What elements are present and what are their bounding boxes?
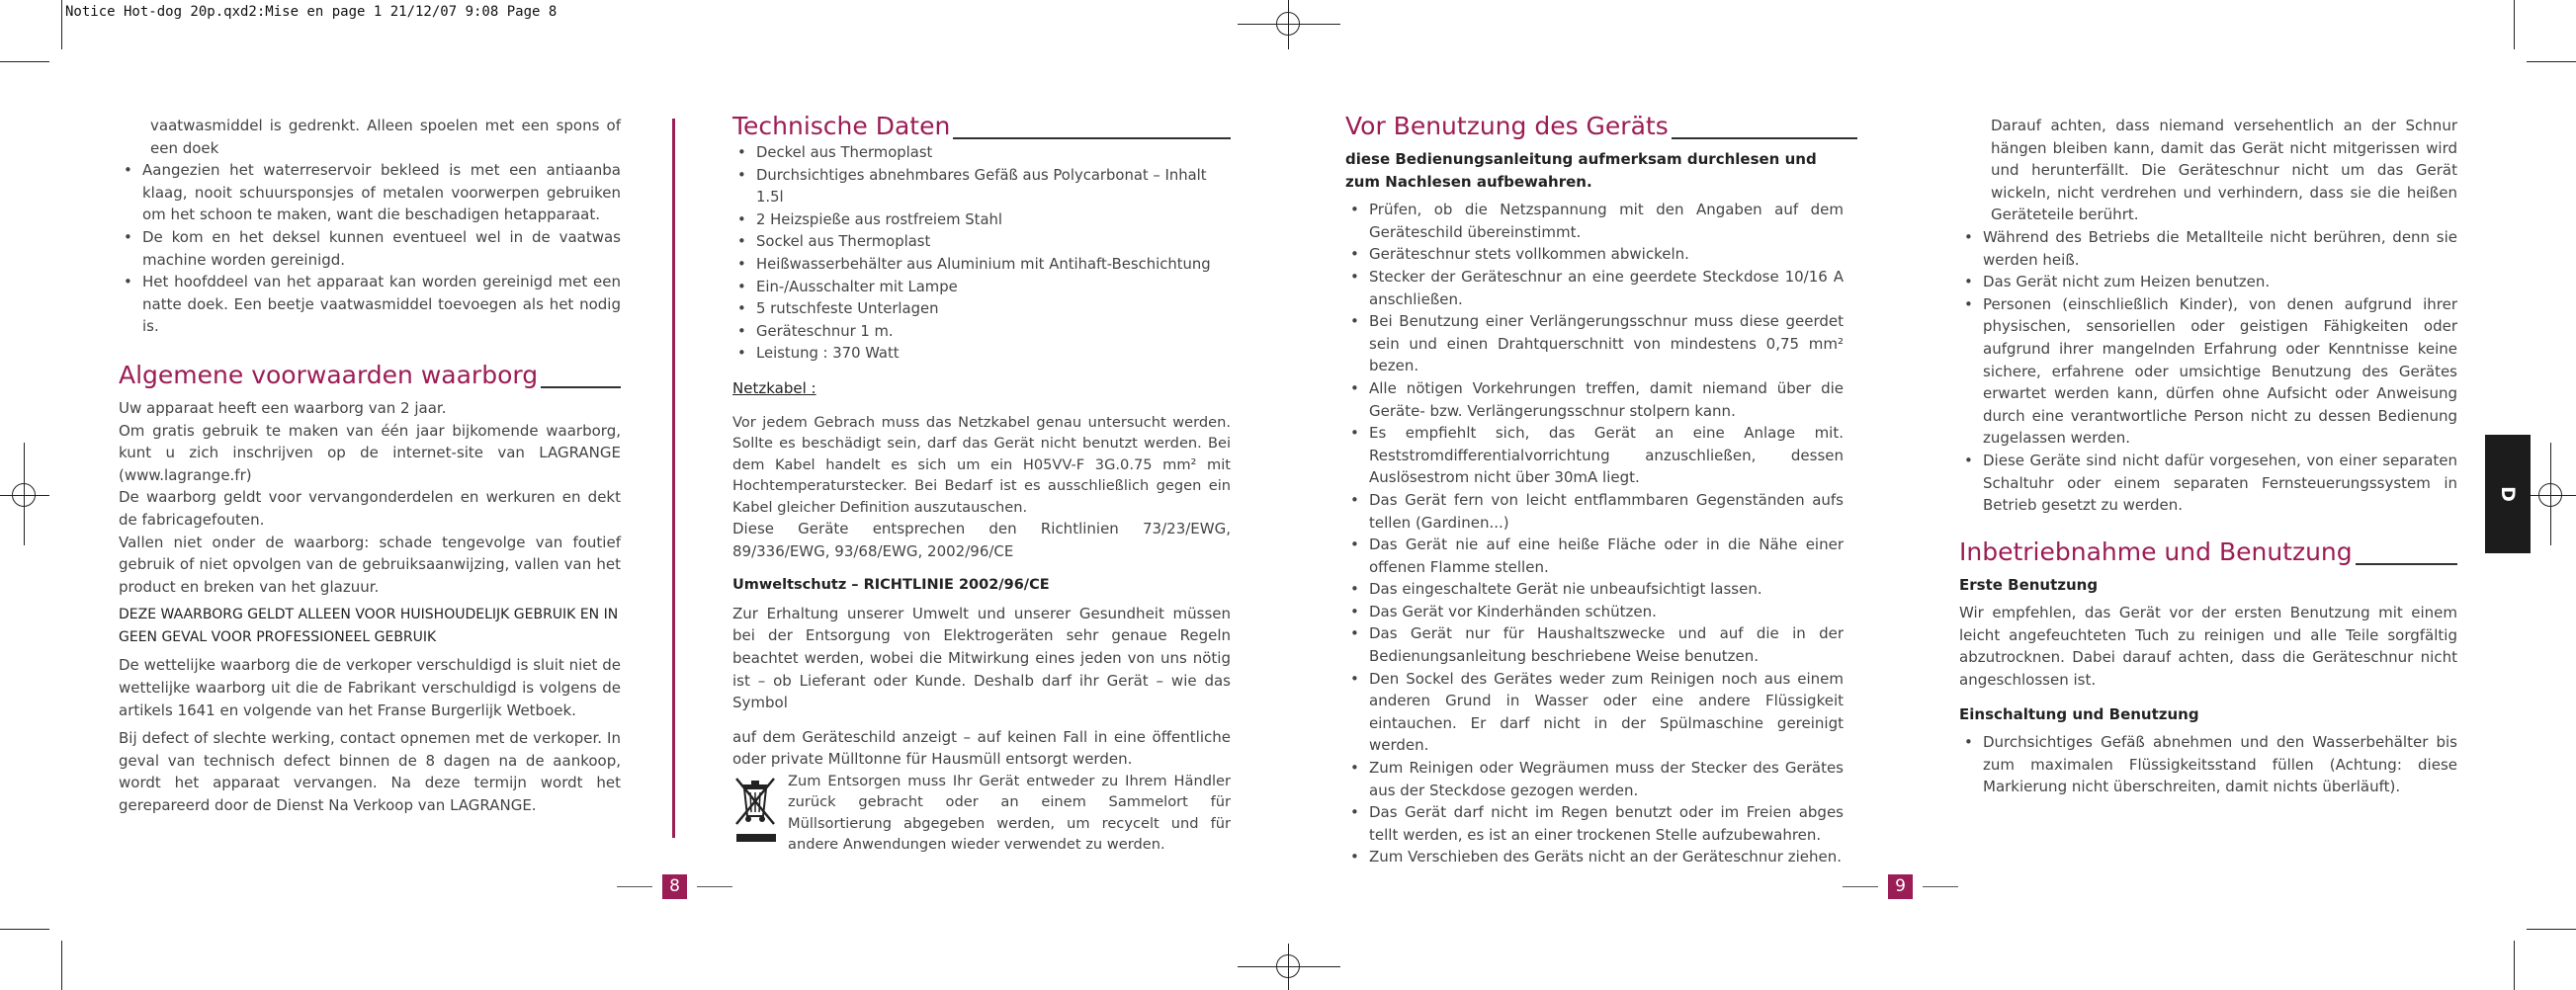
crop-mark	[2514, 0, 2515, 49]
list-item: • Sockel aus Thermoplast	[732, 231, 1231, 254]
column-operation	[1959, 115, 2457, 798]
safety-list-continued	[1959, 226, 2457, 517]
list-item: • Ein-/Ausschalter mit Lampe	[732, 277, 1231, 299]
column-dutch	[119, 115, 621, 817]
column-technical-data	[732, 111, 1231, 856]
heading-rule	[541, 386, 621, 388]
weee-block	[732, 771, 1231, 856]
crop-mark	[0, 61, 49, 62]
safety-list	[1345, 199, 1844, 868]
list-item: • De kom en het deksel kunnen eventueel wel in de vaatwas machine worden gereinigd.	[119, 226, 621, 271]
heading-rule	[1672, 137, 1857, 139]
subheading: Umweltschutz – RICHTLINIE 2002/96/CE	[732, 577, 1050, 594]
subheading: Einschaltung und Benutzung	[1959, 704, 2199, 723]
column-before-use	[1345, 111, 1844, 868]
heading-rule	[953, 137, 1231, 139]
crop-mark	[2527, 61, 2576, 62]
usage-list	[1959, 731, 2457, 798]
crop-mark	[2527, 929, 2576, 930]
paragraph: De wettelijke waarborg die de verkoper verschuldigd is sluit niet de wettelijke waarborg uit die de Fabrikant verschuldigd is volgens de artikels 1641 en volgende van het Franse Burgerlijk Wetboek.	[119, 656, 621, 719]
cleaning-list	[119, 159, 621, 338]
paragraph: De waarborg geldt voor vervangonderdelen en werkuren en dekt de fabricagefouten.	[119, 488, 621, 529]
heading-rule	[2356, 563, 2457, 565]
page-number-rule	[697, 886, 732, 888]
list-item: • Personen (einschließlich Kinder), von denen aufgrund ihrer physischen, sensoriellen oder geistigen Fähigkeiten oder aufgrund ihrer mangelnden Erfahrung oder Kenntnisse keine sichere, erfahrene oder umsichtige Benutzung des Gerätes erwartet werden kann, dürfen ohne Aufsicht oder Anweisung durch eine verantwortliche Person nicht zu dessen Bedienung zugelassen werden.	[1959, 293, 2457, 450]
list-item: • Das Gerät darf nicht im Regen benutzt oder im Freien abges tellt werden, es ist an einer trockenen Stelle aufzubewahren.	[1345, 801, 1844, 846]
list-item: • Das eingeschaltete Gerät nie unbeaufsichtigt lassen.	[1345, 578, 1844, 601]
section-heading	[732, 111, 1231, 142]
intro-text: diese Bedienungsanleitung aufmerksam durchlesen und zum Nachlesen aufbewahren.	[1345, 150, 1817, 191]
list-item: • Es empfiehlt sich, das Gerät an eine Anlage mit. Reststromdifferentialvorrichtung anzuschließen, dessen Auslösestrom nicht über 30mA liegt.	[1345, 422, 1844, 489]
section-heading	[1959, 536, 2457, 568]
list-item: • Alle nötigen Vorkehrungen treffen, damit niemand über die Geräte- bzw. Verlängerungsschnur stolpern kann.	[1345, 377, 1844, 422]
heading-text: Vor Benutzung des Geräts	[1345, 112, 1669, 140]
list-item: • Das Gerät vor Kinderhänden schützen.	[1345, 601, 1844, 623]
warranty-caps-notice: DEZE WAARBORG GELDT ALLEEN VOOR HUISHOUDELIJK GEBRUIK EN IN GEEN GEVAL VOOR PROFESSIONEEL GEBRUIK	[119, 607, 619, 645]
list-item: • Aangezien het waterreservoir bekleed is met een antiaanba klaag, nooit schuursponsjes of metalen voorwerpen gebruiken om het schoon te maken, want die beschadigen hetapparaat.	[119, 159, 621, 226]
list-item: • Das Gerät nie auf eine heiße Fläche oder in die Nähe einer offenen Flamme stellen.	[1345, 534, 1844, 578]
paragraph: Diese Geräte entsprechen den Richtlinien 73/23/EWG, 89/336/EWG, 93/68/EWG, 2002/96/CE	[732, 520, 1231, 560]
list-item: • Stecker der Geräteschnur an eine geerdete Steckdose 10/16 A anschließen.	[1345, 266, 1844, 310]
spec-list	[732, 142, 1231, 366]
list-item: • Prüfen, ob die Netzspannung mit den Angaben auf dem Geräteschild übereinstimmt.	[1345, 199, 1844, 243]
registration-circle	[2538, 483, 2562, 507]
section-heading	[1345, 111, 1844, 142]
column-divider	[672, 119, 675, 838]
registration-circle	[1276, 954, 1300, 978]
list-item: • 5 rutschfeste Unterlagen	[732, 298, 1231, 321]
page-number-rule	[1923, 886, 1958, 888]
netzkabel-label: Netzkabel :	[732, 378, 816, 397]
subheading: Erste Benutzung	[1959, 575, 2099, 594]
crossed-bin-icon	[732, 771, 788, 846]
paragraph: auf dem Geräteschild anzeigt – auf keinen Fall in eine öffentliche oder private Mülltonne für Hausmüll entsorgt werden.	[732, 727, 1231, 769]
page-number-8	[617, 874, 732, 899]
heading-text: Technische Daten	[732, 112, 951, 140]
page-number-rule	[617, 886, 652, 888]
list-item: • Durchsichtiges Gefäß abnehmen und den Wasserbehälter bis zum maximalen Flüssigkeitsstand füllen (Achtung: diese Markierung nicht überschreiten, damit nichts überläuft).	[1959, 731, 2457, 798]
section-heading	[119, 360, 621, 391]
list-item: • Het hoofddeel van het apparaat kan worden gereinigd met een natte doek. Een beetje vaatwasmiddel toevoegen als het nodig is.	[119, 271, 621, 338]
list-item: • Das Gerät fern von leicht entflammbaren Gegenständen aufs tellen (Gardinen...)	[1345, 489, 1844, 534]
list-item: • Geräteschnur stets vollkommen abwickeln.	[1345, 243, 1844, 266]
page-number: 8	[662, 874, 687, 899]
list-item: • Leistung : 370 Watt	[732, 343, 1231, 366]
intro-text: Darauf achten, dass niemand versehentlich an der Schnur hängen bleiben kann, damit das Gerät nicht mitgerissen wird und herunterfällt. Die Geräteschnur nicht um das Gerät wickeln, nicht verdrehen und verhindern, dass sie die heißen Geräteteile berührt.	[1991, 117, 2457, 224]
crop-mark	[0, 929, 49, 930]
paragraph: Uw apparaat heeft een waarborg van 2 jaar.	[119, 398, 447, 417]
language-tab-label: D	[2497, 486, 2519, 502]
paragraph: Bij defect of slechte werking, contact opnemen met de verkoper. In geval van technisch defect binnen de 8 dagen na de aankoop, wordt het apparaat vervangen. Na deze termijn wordt het gerepareerd door de Dienst Na Verkoop van LAGRANGE.	[119, 729, 621, 815]
paragraph: Zur Erhaltung unserer Umwelt und unserer Gesundheit müssen bei der Entsorgung von Elektrogeräten sehr genaue Regeln beachtet werden, wobei die Mitwirkung eines jeden von uns nötig ist – ob Lieferant oder Kunde. Deshalb darf ihr Gerät – wie das Symbol	[732, 604, 1231, 712]
registration-circle	[1276, 12, 1300, 36]
paragraph: Om gratis gebruik te maken van één jaar bijkomende waarborg, kunt u zich inschrijven op de internet-site van LAGRANGE (www.lagrange.fr)	[119, 421, 621, 484]
list-item: • Zum Verschieben des Geräts nicht an der Geräteschnur ziehen.	[1345, 846, 1844, 868]
page-number-rule	[1843, 886, 1878, 888]
list-item: • Diese Geräte sind nicht dafür vorgesehen, von einer separaten Schaltuhr oder einem separaten Fernsteuerungssystem in Betrieb gesetzt zu werden.	[1959, 450, 2457, 517]
page-number-9	[1843, 874, 1958, 899]
list-item: • Das Gerät nicht zum Heizen benutzen.	[1959, 271, 2457, 293]
list-item: • Das Gerät nur für Haushaltszwecke und auf die in der Bedienungsanleitung beschriebene Weise benutzen.	[1345, 622, 1844, 667]
heading-text: Inbetriebnahme und Benutzung	[1959, 536, 2353, 566]
intro-text: vaatwasmiddel is gedrenkt. Alleen spoelen met een spons of een doek	[150, 117, 621, 157]
crop-mark	[61, 0, 62, 49]
list-item: • 2 Heizspieße aus rostfreiem Stahl	[732, 209, 1231, 232]
list-item: • Während des Betriebs die Metallteile nicht berühren, denn sie werden heiß.	[1959, 226, 2457, 271]
registration-circle	[12, 483, 36, 507]
list-item: • Heißwasserbehälter aus Aluminium mit Antihaft-Beschichtung	[732, 254, 1231, 277]
list-item: • Geräteschnur 1 m.	[732, 321, 1231, 344]
crop-mark	[61, 941, 62, 990]
list-item: • Durchsichtiges abnehmbares Gefäß aus Polycarbonat – Inhalt 1.5l	[732, 165, 1231, 209]
crop-mark	[2514, 941, 2515, 990]
list-item: • Den Sockel des Gerätes weder zum Reinigen noch aus einem anderen Grund in Wasser oder eine andere Flüssigkeit eintauchen. Er darf nicht in der Spülmaschine gereinigt werden.	[1345, 668, 1844, 757]
list-item: • Zum Reinigen oder Wegräumen muss der Stecker des Gerätes aus der Steckdose gezogen werden.	[1345, 757, 1844, 801]
list-item: • Deckel aus Thermoplast	[732, 142, 1231, 165]
heading-text: Algemene voorwaarden waarborg	[119, 360, 539, 389]
paragraph: Vallen niet onder de waarborg: schade tengevolge van foutief gebruik of niet opvolgen van de gebruiksaanwijzing, vallen van het product en breken van het glazuur.	[119, 533, 621, 596]
weee-text: Zum Entsorgen muss Ihr Gerät entweder zu Ihrem Händler zurück gebracht oder an einem Sammelort für Müllsortierung abgegeben werden, um recycelt und für andere Anwendungen wieder verwendet zu werden.	[788, 772, 1231, 854]
list-item: • Bei Benutzung einer Verlängerungsschnur muss diese geerdet sein und einen Drahtquerschnitt von mindestens 0,75 mm² bezen.	[1345, 310, 1844, 377]
paragraph: Vor jedem Gebrach muss das Netzkabel genau untersucht werden. Sollte es beschädigt sein, darf das Gerät nicht benutzt werden. Bei dem Kabel handelt es sich um ein H05VV-F 3G.0.75 mm² mit Hochtemperaturstecker. Bei Bedarf ist es ausschließlich gegen ein Kabel gleicher Definition auszutauschen.	[732, 413, 1231, 516]
language-tab	[2485, 435, 2531, 553]
print-slug: Notice Hot-dog 20p.qxd2:Mise en page 1 21/12/07 9:08 Page 8	[65, 4, 558, 20]
paragraph: Wir empfehlen, das Gerät vor der ersten Benutzung mit einem leicht angefeuchteten Tuch zu reinigen und alle Teile sorgfältig abzutrocknen. Dabei darauf achten, dass die Geräteschnur nicht angeschlossen ist.	[1959, 604, 2457, 690]
page-number: 9	[1888, 874, 1913, 899]
